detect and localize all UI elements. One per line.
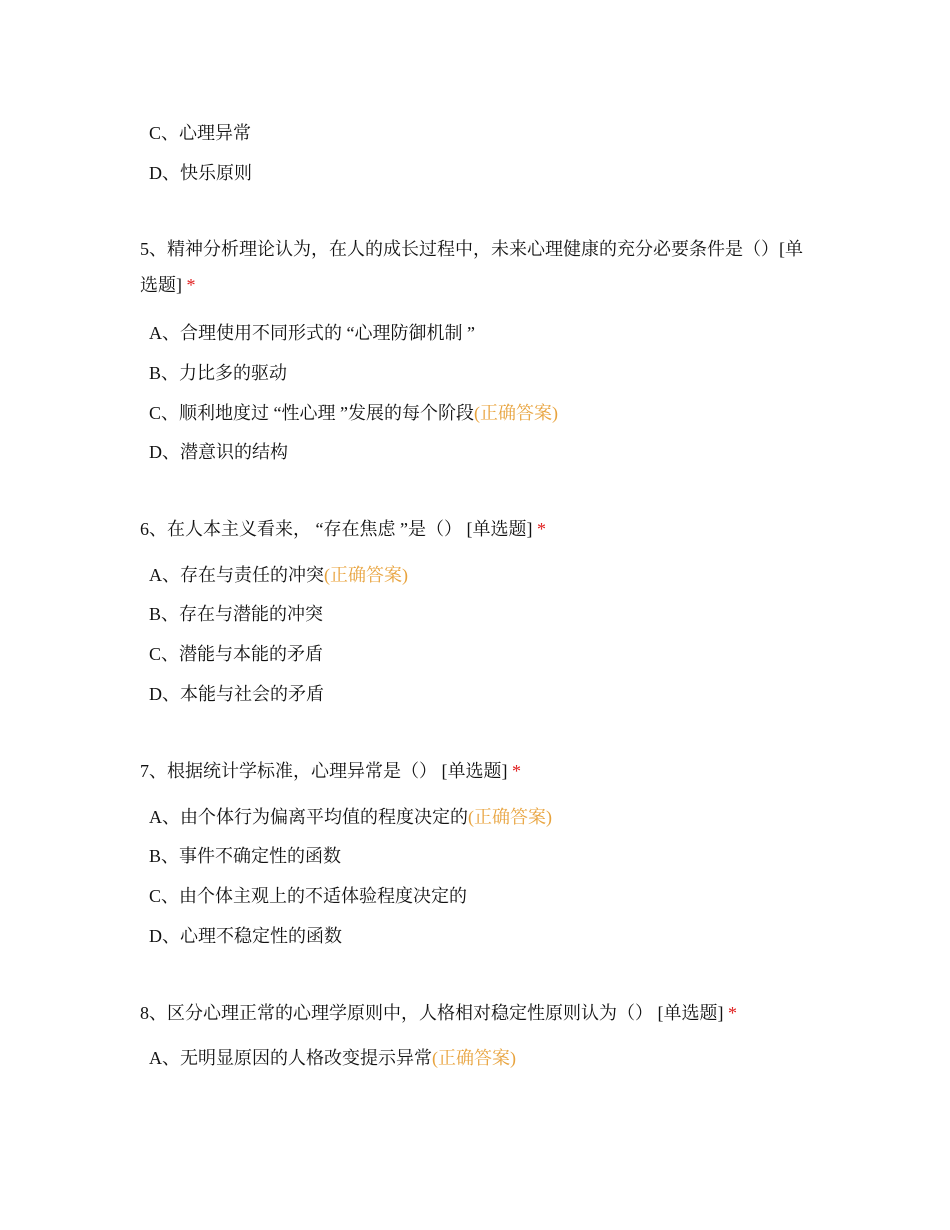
question-7-option-c — [149, 884, 467, 908]
correct-answer-mark: (正确答案) — [473, 403, 558, 423]
option-text: C、由个体主观上的不适体验程度决定的 — [149, 886, 468, 906]
option-text: A、存在与责任的冲突 — [149, 565, 324, 585]
question-5-option-c — [149, 401, 558, 425]
question-6-option-d — [149, 682, 324, 706]
question-5-option-b — [149, 361, 287, 385]
option-text: B、存在与潜能的冲突 — [149, 604, 324, 624]
question-8-option-a — [149, 1046, 516, 1070]
option-text: B、力比多的驱动 — [149, 363, 288, 383]
question-7-option-b — [149, 844, 341, 868]
option-text: B、事件不确定性的函数 — [149, 846, 342, 866]
option-text: D、快乐原则 — [149, 163, 252, 183]
option-text: C、顺利地度过 “性心理 ”发展的每个阶段 — [149, 403, 474, 423]
question-5-stem — [140, 231, 820, 303]
question-5-option-d — [149, 440, 288, 464]
question-6-option-c — [149, 642, 323, 666]
option-text: D、本能与社会的矛盾 — [149, 684, 324, 704]
correct-answer-mark: (正确答案) — [324, 565, 408, 585]
required-star: * — [728, 1003, 737, 1023]
question-8-stem — [140, 995, 820, 1031]
question-5-option-a — [149, 321, 475, 345]
option-text: A、合理使用不同形式的 “心理防御机制 ” — [149, 323, 475, 343]
question-7-option-d — [149, 924, 342, 948]
correct-answer-mark: (正确答案) — [468, 807, 552, 827]
option-text: A、由个体行为偏离平均值的程度决定的 — [149, 807, 468, 827]
required-star: * — [186, 275, 196, 295]
prev-question-option-d — [149, 161, 252, 185]
correct-answer-mark: (正确答案) — [432, 1048, 516, 1068]
question-text: 5、精神分析理论认为，在人的成长过程中，未来心理健康的充分必要条件是（）[单选题] — [140, 239, 803, 295]
question-6-option-a — [149, 563, 408, 587]
option-text: D、心理不稳定性的函数 — [149, 926, 342, 946]
question-text: 6、在人本主义看来， “存在焦虑 ”是（） [单选题] — [140, 519, 533, 539]
option-text: A、无明显原因的人格改变提示异常 — [149, 1048, 432, 1068]
option-text: C、潜能与本能的矛盾 — [149, 644, 324, 664]
question-6-stem — [140, 511, 820, 547]
required-star: * — [512, 761, 521, 781]
required-star: * — [536, 519, 546, 539]
question-7-stem — [140, 753, 820, 789]
option-text: D、潜意识的结构 — [149, 442, 288, 462]
prev-question-option-c — [149, 121, 251, 145]
question-6-option-b — [149, 602, 323, 626]
question-7-option-a — [149, 805, 552, 829]
question-text: 8、区分心理正常的心理学原则中，人格相对稳定性原则认为（） [单选题] — [140, 1003, 724, 1023]
question-text: 7、根据统计学标准，心理异常是（） [单选题] — [140, 761, 508, 781]
option-text: C、心理异常 — [149, 123, 252, 143]
